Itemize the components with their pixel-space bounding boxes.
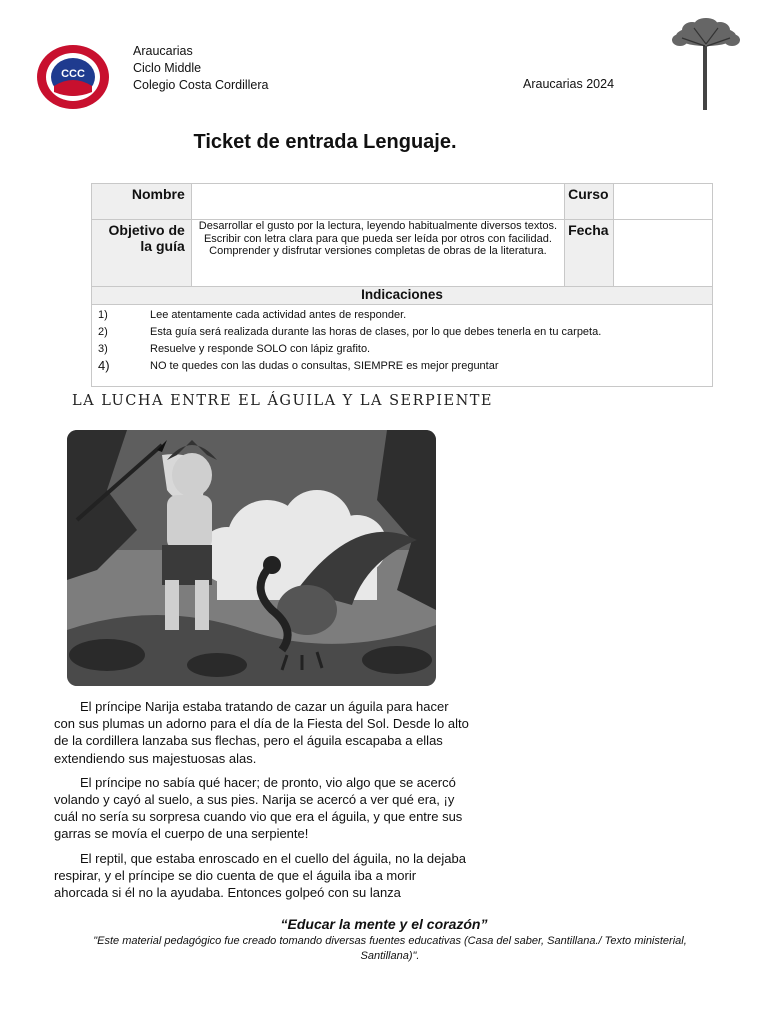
page-title: Ticket de entrada Lenguaje. [193, 131, 457, 153]
objective-1: Desarrollar el gusto por la lectura, leyendo habitualmente diversos textos. [198, 220, 558, 232]
header-line-1: Araucarias [133, 44, 193, 58]
indicacion-item [92, 323, 712, 340]
story-paragraph: El reptil, que estaba enroscado en el cuello del águila, no la dejaba respirar, y el príncipe se dio cuenta de que el águila iba a morir ahorcada si él no la ayudaba. Entonces golpeó con su lanza [54, 850, 466, 901]
header-info [133, 43, 268, 94]
school-motto: “Educar la mente y el corazón” [280, 916, 488, 932]
indicacion-item [92, 306, 712, 323]
indicacion-text: Lee atentamente cada actividad antes de responder. [150, 308, 407, 321]
objective-2: Escribir con letra clara para que pueda ser leída por otros con facilidad. [203, 232, 552, 245]
fecha-label: Fecha [565, 220, 613, 287]
indicaciones-heading: Indicaciones [92, 287, 713, 305]
objetivo-label [92, 220, 192, 287]
header-line-3: Colegio Costa Cordillera [133, 78, 269, 92]
story-text [54, 698, 470, 908]
story-paragraph: El príncipe no sabía qué hacer; de pronto, vio algo que se acercó volando y cayó al suelo, a sus pies. Narija se acercó a ver qué era, ¡y cuál no sería su sorpresa cuando vio que era el águila, y que entre sus garras se movía el cuerpo de una serpiente! [54, 774, 463, 842]
indicacion-text: NO te quedes con las dudas o consultas, SIEMPRE es mejor preguntar [150, 359, 499, 372]
story-illustration [67, 430, 436, 686]
indicacion-text: Esta guía será realizada durante las horas de clases, por lo que debes tenerla en tu carpeta. [150, 325, 602, 338]
indicacion-number: 1) [98, 308, 108, 321]
fecha-field[interactable] [613, 220, 712, 287]
story-paragraph: El príncipe Narija estaba tratando de cazar un águila para hacer con sus plumas un adorno para el día de la Fiesta del Sol. Desde lo alto de la cordillera lanzaba sus flechas, pero el águila escapaba a ellas extendiendo sus majestuosas alas. [54, 699, 469, 766]
indicacion-number: 4) [98, 358, 110, 373]
logo-initials: CCC [61, 68, 85, 80]
curso-label: Curso [565, 184, 613, 220]
story-title: LA LUCHA ENTRE EL ÁGUILA Y LA SERPIENTE [72, 393, 494, 409]
objetivo-label-line-2: la guía [140, 238, 185, 254]
objectives-cell [191, 220, 564, 287]
araucaria-tree-icon [670, 16, 742, 112]
header-line-2: Ciclo Middle [133, 61, 202, 75]
nombre-field[interactable] [191, 184, 564, 220]
indicacion-number: 2) [98, 325, 108, 338]
guide-info-table [91, 183, 713, 387]
source-credit: "Este material pedagógico fue creado tomando diversas fuentes educativas (Casa del saber, Santillana./ Texto ministerial, Santillana)". [93, 935, 687, 962]
school-logo [36, 44, 110, 110]
header-year-label: Araucarias 2024 [523, 77, 615, 91]
curso-field[interactable] [613, 184, 712, 220]
objetivo-label-line-1: Objetivo de [108, 222, 185, 238]
indicacion-number: 3) [98, 342, 108, 355]
indicacion-item [92, 340, 712, 357]
objective-3: Comprender y disfrutar versiones completas de obras de la literatura. [209, 245, 547, 257]
nombre-label: Nombre [92, 184, 192, 220]
indicacion-text: Resuelve y responde SOLO con lápiz grafito. [150, 342, 371, 355]
indicaciones-list [92, 305, 713, 387]
indicacion-item [92, 357, 712, 374]
